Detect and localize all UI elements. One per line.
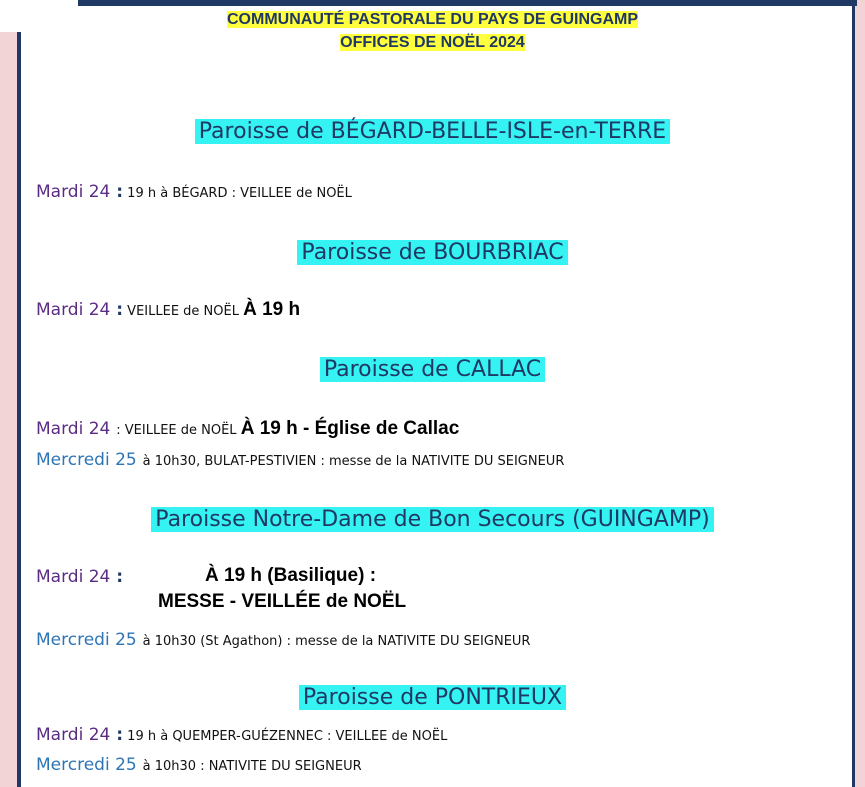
parish-title-guingamp: Paroisse Notre-Dame de Bon Secours (GUINGAMP) <box>0 502 865 538</box>
frame-top-line <box>78 0 857 6</box>
entry-begard-mardi: Mardi 24 : 19 h à BÉGARD : VEILLEE de NOËL <box>36 182 352 202</box>
header-line-2 <box>0 34 865 52</box>
guingamp-basilique-time: À 19 h (Basilique) : <box>205 565 377 586</box>
entry-guingamp-mercredi: Mercredi 25 à 10h30 (St Agathon) : messe de la NATIVITE DU SEIGNEUR <box>36 630 531 650</box>
entry-bourbriac-mardi: Mardi 24 : VEILLEE de NOËL À 19 h <box>36 299 301 320</box>
header-subtitle: OFFICES DE NOËL 2024 <box>340 34 525 51</box>
parish-title-pontrieux: Paroisse de PONTRIEUX <box>0 680 865 716</box>
parish-title-bourbriac: Paroisse de BOURBRIAC <box>0 235 865 271</box>
entry-pontrieux-mardi: Mardi 24 : 19 h à QUEMPER-GUÉZENNEC : VEILLEE de NOËL <box>36 725 448 745</box>
entry-pontrieux-mercredi: Mercredi 25 à 10h30 : NATIVITE DU SEIGNEUR <box>36 755 362 775</box>
parish-title-begard: Paroisse de BÉGARD-BELLE-ISLE-en-TERRE <box>0 114 865 150</box>
guingamp-messe-veillee: MESSE - VEILLÉE de NOËL <box>158 591 407 612</box>
entry-guingamp-mardi: Mardi 24 : <box>36 567 124 587</box>
entry-callac-mardi: Mardi 24 : VEILLEE de NOËL À 19 h - Église de Callac <box>36 418 460 439</box>
entry-callac-mercredi: Mercredi 25 à 10h30, BULAT-PESTIVIEN : messe de la NATIVITE DU SEIGNEUR <box>36 450 565 470</box>
header-title: COMMUNAUTÉ PASTORALE DU PAYS DE GUINGAMP <box>227 11 638 28</box>
parish-title-callac: Paroisse de CALLAC <box>0 352 865 388</box>
header-line-1 <box>0 11 865 29</box>
